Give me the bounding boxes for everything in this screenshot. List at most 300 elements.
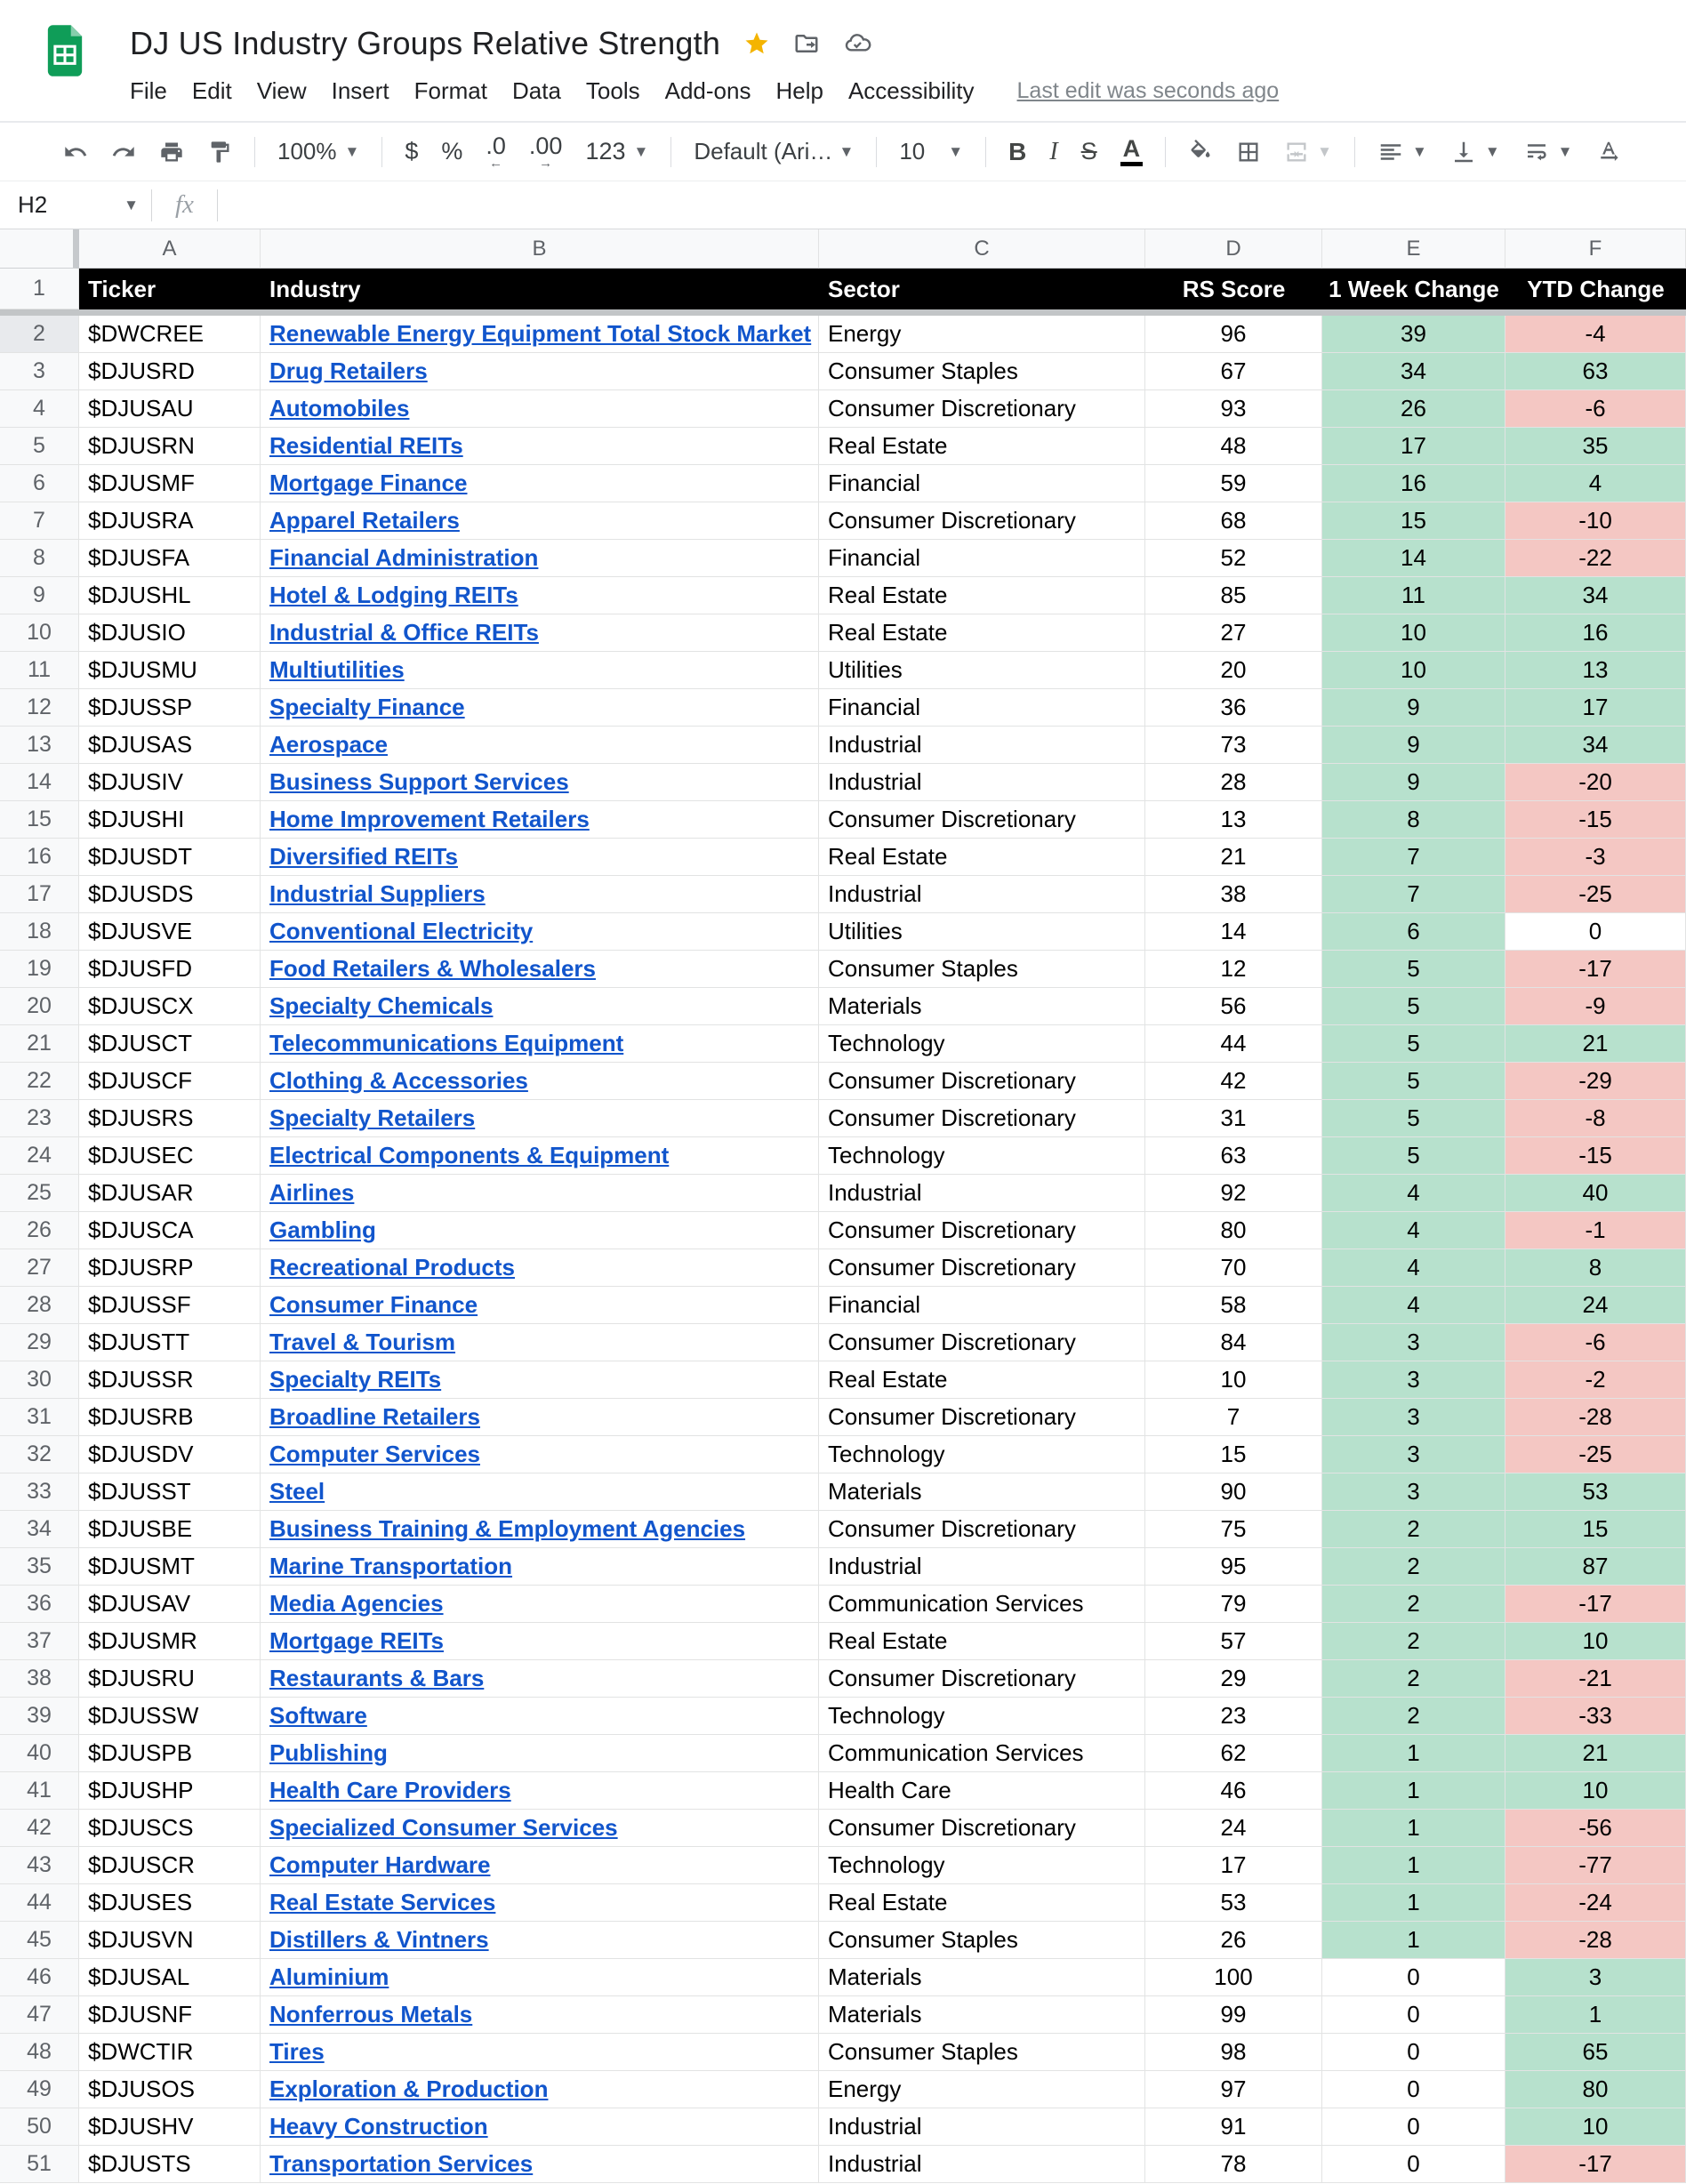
cell-ticker[interactable]: $DJUSHL xyxy=(79,577,261,614)
cell-sector[interactable]: Consumer Discretionary xyxy=(819,1249,1145,1287)
cell-rs-score[interactable]: 53 xyxy=(1145,1884,1322,1922)
cell-rs-score[interactable]: 75 xyxy=(1145,1511,1322,1548)
cell-industry[interactable] xyxy=(261,1884,819,1922)
cell-ticker[interactable]: $DJUSOS xyxy=(79,2071,261,2108)
cell-sector[interactable]: Utilities xyxy=(819,652,1145,689)
redo-button[interactable] xyxy=(100,131,148,173)
row-number[interactable]: 16 xyxy=(0,839,79,876)
cell-ytd-change[interactable]: -6 xyxy=(1505,390,1686,428)
cell-week-change[interactable]: 5 xyxy=(1322,1025,1505,1063)
cell-ticker[interactable]: $DJUSMT xyxy=(79,1548,261,1586)
industry-link[interactable]: Food Retailers & Wholesalers xyxy=(269,955,596,982)
cell-ytd-change[interactable]: 3 xyxy=(1505,1959,1686,1996)
cell-ytd-change[interactable]: 63 xyxy=(1505,353,1686,390)
formula-input[interactable] xyxy=(218,181,1686,229)
cell-industry[interactable] xyxy=(261,1660,819,1698)
industry-link[interactable]: Transportation Services xyxy=(269,2150,534,2177)
cell-week-change[interactable]: 1 xyxy=(1322,1735,1505,1772)
cell-rs-score[interactable]: 10 xyxy=(1145,1361,1322,1399)
cell-industry[interactable] xyxy=(261,1137,819,1175)
cloud-saved-icon[interactable] xyxy=(843,29,871,58)
row-number[interactable]: 29 xyxy=(0,1324,79,1361)
cell-week-change[interactable]: 2 xyxy=(1322,1660,1505,1698)
cell-ytd-change[interactable]: -29 xyxy=(1505,1063,1686,1100)
industry-link[interactable]: Exploration & Production xyxy=(269,2076,549,2102)
cell-ticker[interactable]: $DJUSCX xyxy=(79,988,261,1025)
row-number[interactable]: 4 xyxy=(0,390,79,428)
cell-sector[interactable]: Industrial xyxy=(819,1175,1145,1212)
cell-ytd-change[interactable]: -22 xyxy=(1505,540,1686,577)
cell-ytd-change[interactable]: -56 xyxy=(1505,1810,1686,1847)
cell-rs-score[interactable]: 90 xyxy=(1145,1473,1322,1511)
cell-industry[interactable] xyxy=(261,1698,819,1735)
row-number[interactable]: 27 xyxy=(0,1249,79,1287)
row-number[interactable]: 34 xyxy=(0,1511,79,1548)
cell-week-change[interactable]: 0 xyxy=(1322,1996,1505,2034)
row-number[interactable]: 13 xyxy=(0,727,79,764)
borders-button[interactable] xyxy=(1224,131,1273,173)
cell-rs-score[interactable]: 96 xyxy=(1145,316,1322,353)
industry-link[interactable]: Computer Services xyxy=(269,1441,480,1467)
industry-link[interactable]: Gambling xyxy=(269,1216,376,1243)
row-number[interactable]: 17 xyxy=(0,876,79,913)
cell-ytd-change[interactable]: -17 xyxy=(1505,1586,1686,1623)
merge-cells-button[interactable]: ▼ xyxy=(1273,131,1344,173)
industry-link[interactable]: Hotel & Lodging REITs xyxy=(269,582,518,608)
cell-rs-score[interactable]: 20 xyxy=(1145,652,1322,689)
cell-week-change[interactable]: 4 xyxy=(1322,1212,1505,1249)
cell-industry[interactable] xyxy=(261,1810,819,1847)
cell-ticker[interactable]: $DJUSRU xyxy=(79,1660,261,1698)
horizontal-align-button[interactable]: ▼ xyxy=(1366,131,1439,173)
cell-ytd-change[interactable]: -24 xyxy=(1505,1884,1686,1922)
header-ticker[interactable]: Ticker xyxy=(79,269,261,309)
cell-industry[interactable] xyxy=(261,1511,819,1548)
cell-ticker[interactable]: $DJUSDS xyxy=(79,876,261,913)
row-number[interactable]: 44 xyxy=(0,1884,79,1922)
cell-week-change[interactable]: 3 xyxy=(1322,1473,1505,1511)
row-number[interactable]: 50 xyxy=(0,2108,79,2146)
row-number[interactable]: 35 xyxy=(0,1548,79,1586)
decrease-decimals-button[interactable]: .0 ← xyxy=(486,132,506,171)
cell-week-change[interactable]: 3 xyxy=(1322,1399,1505,1436)
row-number[interactable]: 7 xyxy=(0,502,79,540)
cell-ticker[interactable]: $DJUSVN xyxy=(79,1922,261,1959)
cell-ytd-change[interactable]: -28 xyxy=(1505,1922,1686,1959)
cell-rs-score[interactable]: 79 xyxy=(1145,1586,1322,1623)
cell-week-change[interactable]: 2 xyxy=(1322,1623,1505,1660)
industry-link[interactable]: Specialty REITs xyxy=(269,1366,442,1393)
industry-link[interactable]: Aluminium xyxy=(269,1963,389,1990)
industry-link[interactable]: Diversified REITs xyxy=(269,843,458,870)
industry-link[interactable]: Tires xyxy=(269,2038,325,2065)
cell-rs-score[interactable]: 24 xyxy=(1145,1810,1322,1847)
cell-week-change[interactable]: 0 xyxy=(1322,2034,1505,2071)
menu-accessibility[interactable]: Accessibility xyxy=(847,76,975,104)
cell-week-change[interactable]: 5 xyxy=(1322,988,1505,1025)
cell-industry[interactable] xyxy=(261,614,819,652)
row-number[interactable]: 46 xyxy=(0,1959,79,1996)
text-wrap-button[interactable]: ▼ xyxy=(1512,131,1585,173)
menu-format[interactable]: Format xyxy=(413,76,487,104)
cell-ytd-change[interactable]: -2 xyxy=(1505,1361,1686,1399)
cell-industry[interactable] xyxy=(261,2108,819,2146)
industry-link[interactable]: Specialty Retailers xyxy=(269,1104,476,1131)
row-number[interactable]: 21 xyxy=(0,1025,79,1063)
cell-rs-score[interactable]: 46 xyxy=(1145,1772,1322,1810)
cell-ytd-change[interactable]: -77 xyxy=(1505,1847,1686,1884)
cell-industry[interactable] xyxy=(261,1399,819,1436)
cell-rs-score[interactable]: 70 xyxy=(1145,1249,1322,1287)
cell-week-change[interactable]: 11 xyxy=(1322,577,1505,614)
cell-ytd-change[interactable]: -8 xyxy=(1505,1100,1686,1137)
cell-ytd-change[interactable]: 17 xyxy=(1505,689,1686,727)
strikethrough-button[interactable]: S xyxy=(1080,138,1097,165)
cell-ytd-change[interactable]: 65 xyxy=(1505,2034,1686,2071)
header-industry[interactable]: Industry xyxy=(261,269,819,309)
industry-link[interactable]: Recreational Products xyxy=(269,1254,515,1281)
cell-ytd-change[interactable]: 16 xyxy=(1505,614,1686,652)
cell-week-change[interactable]: 1 xyxy=(1322,1922,1505,1959)
cell-ytd-change[interactable]: 10 xyxy=(1505,1623,1686,1660)
row-number[interactable]: 6 xyxy=(0,465,79,502)
italic-button[interactable]: I xyxy=(1049,137,1058,165)
row-number[interactable]: 9 xyxy=(0,577,79,614)
cell-industry[interactable] xyxy=(261,1586,819,1623)
industry-link[interactable]: Drug Retailers xyxy=(269,357,428,384)
industry-link[interactable]: Industrial & Office REITs xyxy=(269,619,539,646)
cell-industry[interactable] xyxy=(261,1212,819,1249)
cell-sector[interactable]: Industrial xyxy=(819,727,1145,764)
cell-sector[interactable]: Consumer Discretionary xyxy=(819,1511,1145,1548)
column-header-d[interactable]: D xyxy=(1145,229,1322,269)
cell-ytd-change[interactable]: 0 xyxy=(1505,913,1686,951)
cell-sector[interactable]: Technology xyxy=(819,1137,1145,1175)
cell-industry[interactable] xyxy=(261,2034,819,2071)
cell-sector[interactable]: Utilities xyxy=(819,913,1145,951)
cell-ytd-change[interactable]: 10 xyxy=(1505,2108,1686,2146)
industry-link[interactable]: Travel & Tourism xyxy=(269,1329,456,1355)
cell-sector[interactable]: Industrial xyxy=(819,1548,1145,1586)
document-title[interactable]: DJ US Industry Groups Relative Strength xyxy=(130,25,721,61)
industry-link[interactable]: Restaurants & Bars xyxy=(269,1665,485,1691)
paint-format-button[interactable] xyxy=(196,131,244,173)
cell-industry[interactable] xyxy=(261,951,819,988)
cell-ytd-change[interactable]: -33 xyxy=(1505,1698,1686,1735)
cell-sector[interactable]: Industrial xyxy=(819,876,1145,913)
cell-week-change[interactable]: 1 xyxy=(1322,1772,1505,1810)
header-sector[interactable]: Sector xyxy=(819,269,1145,309)
cell-sector[interactable]: Consumer Discretionary xyxy=(819,1212,1145,1249)
cell-sector[interactable]: Consumer Discretionary xyxy=(819,502,1145,540)
cell-rs-score[interactable]: 80 xyxy=(1145,1212,1322,1249)
cell-week-change[interactable]: 10 xyxy=(1322,652,1505,689)
cell-industry[interactable] xyxy=(261,1249,819,1287)
cell-rs-score[interactable]: 26 xyxy=(1145,1922,1322,1959)
cell-industry[interactable] xyxy=(261,540,819,577)
cell-industry[interactable] xyxy=(261,727,819,764)
industry-link[interactable]: Business Training & Employment Agencies xyxy=(269,1515,746,1542)
row-number[interactable]: 37 xyxy=(0,1623,79,1660)
industry-link[interactable]: Software xyxy=(269,1702,367,1729)
industry-link[interactable]: Distillers & Vintners xyxy=(269,1926,489,1953)
column-header-e[interactable]: E xyxy=(1322,229,1505,269)
cell-ytd-change[interactable]: 34 xyxy=(1505,727,1686,764)
cell-ytd-change[interactable]: 34 xyxy=(1505,577,1686,614)
row-number[interactable]: 10 xyxy=(0,614,79,652)
row-number[interactable]: 43 xyxy=(0,1847,79,1884)
cell-week-change[interactable]: 8 xyxy=(1322,801,1505,839)
cell-rs-score[interactable]: 48 xyxy=(1145,428,1322,465)
cell-rs-score[interactable]: 27 xyxy=(1145,614,1322,652)
cell-ticker[interactable]: $DJUSAU xyxy=(79,390,261,428)
cell-sector[interactable]: Materials xyxy=(819,988,1145,1025)
cell-week-change[interactable]: 16 xyxy=(1322,465,1505,502)
last-edit-link[interactable]: Last edit was seconds ago xyxy=(1016,77,1280,103)
cell-rs-score[interactable]: 78 xyxy=(1145,2146,1322,2183)
industry-link[interactable]: Automobiles xyxy=(269,395,410,422)
industry-link[interactable]: Computer Hardware xyxy=(269,1851,491,1878)
cell-rs-score[interactable]: 38 xyxy=(1145,876,1322,913)
cell-sector[interactable]: Consumer Discretionary xyxy=(819,801,1145,839)
cell-week-change[interactable]: 39 xyxy=(1322,316,1505,353)
cell-industry[interactable] xyxy=(261,1361,819,1399)
cell-rs-score[interactable]: 73 xyxy=(1145,727,1322,764)
cell-ytd-change[interactable]: -1 xyxy=(1505,1212,1686,1249)
cell-ticker[interactable]: $DWCREE xyxy=(79,316,261,353)
cell-week-change[interactable]: 26 xyxy=(1322,390,1505,428)
row-number[interactable]: 45 xyxy=(0,1922,79,1959)
cell-rs-score[interactable]: 100 xyxy=(1145,1959,1322,1996)
cell-rs-score[interactable]: 63 xyxy=(1145,1137,1322,1175)
cell-industry[interactable] xyxy=(261,1025,819,1063)
industry-link[interactable]: Heavy Construction xyxy=(269,2113,488,2140)
industry-link[interactable]: Mortgage REITs xyxy=(269,1627,444,1654)
cell-week-change[interactable]: 2 xyxy=(1322,1698,1505,1735)
industry-link[interactable]: Airlines xyxy=(269,1179,355,1206)
cell-ticker[interactable]: $DJUSSW xyxy=(79,1698,261,1735)
cell-week-change[interactable]: 5 xyxy=(1322,1063,1505,1100)
cell-ytd-change[interactable]: -17 xyxy=(1505,2146,1686,2183)
cell-ytd-change[interactable]: 40 xyxy=(1505,1175,1686,1212)
cell-ytd-change[interactable]: -15 xyxy=(1505,801,1686,839)
cell-sector[interactable]: Materials xyxy=(819,1959,1145,1996)
cell-week-change[interactable]: 3 xyxy=(1322,1436,1505,1473)
cell-sector[interactable]: Financial xyxy=(819,1287,1145,1324)
industry-link[interactable]: Mortgage Finance xyxy=(269,470,468,496)
star-icon[interactable] xyxy=(743,30,770,57)
cell-week-change[interactable]: 15 xyxy=(1322,502,1505,540)
cell-week-change[interactable]: 7 xyxy=(1322,876,1505,913)
cell-rs-score[interactable]: 13 xyxy=(1145,801,1322,839)
cell-sector[interactable]: Consumer Staples xyxy=(819,353,1145,390)
column-header-c[interactable]: C xyxy=(819,229,1145,269)
header-ytd-change[interactable]: YTD Change xyxy=(1505,269,1686,309)
cell-sector[interactable]: Real Estate xyxy=(819,614,1145,652)
row-number[interactable]: 38 xyxy=(0,1660,79,1698)
cell-ytd-change[interactable]: -25 xyxy=(1505,876,1686,913)
cell-rs-score[interactable]: 98 xyxy=(1145,2034,1322,2071)
menu-data[interactable]: Data xyxy=(511,76,561,104)
cell-week-change[interactable]: 6 xyxy=(1322,913,1505,951)
row-number[interactable]: 11 xyxy=(0,652,79,689)
row-number[interactable]: 22 xyxy=(0,1063,79,1100)
cell-ticker[interactable]: $DJUSNF xyxy=(79,1996,261,2034)
cell-ytd-change[interactable]: 8 xyxy=(1505,1249,1686,1287)
row-number[interactable]: 14 xyxy=(0,764,79,801)
cell-ticker[interactable]: $DJUSDT xyxy=(79,839,261,876)
row-number[interactable]: 25 xyxy=(0,1175,79,1212)
cell-ytd-change[interactable]: 4 xyxy=(1505,465,1686,502)
industry-link[interactable]: Specialized Consumer Services xyxy=(269,1814,618,1841)
cell-week-change[interactable]: 17 xyxy=(1322,428,1505,465)
cell-rs-score[interactable]: 85 xyxy=(1145,577,1322,614)
industry-link[interactable]: Renewable Energy Equipment Total Stock Market xyxy=(269,320,812,347)
cell-industry[interactable] xyxy=(261,1772,819,1810)
cell-rs-score[interactable]: 23 xyxy=(1145,1698,1322,1735)
industry-link[interactable]: Apparel Retailers xyxy=(269,507,460,534)
increase-decimals-button[interactable]: .00 → xyxy=(528,132,563,171)
industry-link[interactable]: Electrical Components & Equipment xyxy=(269,1142,670,1168)
cell-rs-score[interactable]: 92 xyxy=(1145,1175,1322,1212)
menu-edit[interactable]: Edit xyxy=(191,76,232,104)
row-number[interactable]: 24 xyxy=(0,1137,79,1175)
fill-color-button[interactable] xyxy=(1176,131,1224,173)
row-number[interactable]: 20 xyxy=(0,988,79,1025)
industry-link[interactable]: Broadline Retailers xyxy=(269,1403,480,1430)
cell-rs-score[interactable]: 14 xyxy=(1145,913,1322,951)
industry-link[interactable]: Business Support Services xyxy=(269,768,569,795)
cell-ticker[interactable]: $DJUSRD xyxy=(79,353,261,390)
cell-industry[interactable] xyxy=(261,465,819,502)
cell-industry[interactable] xyxy=(261,502,819,540)
cell-ticker[interactable]: $DJUSCR xyxy=(79,1847,261,1884)
cell-week-change[interactable]: 14 xyxy=(1322,540,1505,577)
cell-week-change[interactable]: 3 xyxy=(1322,1324,1505,1361)
cell-week-change[interactable]: 9 xyxy=(1322,764,1505,801)
undo-button[interactable] xyxy=(52,131,100,173)
cell-sector[interactable]: Consumer Staples xyxy=(819,951,1145,988)
row-number[interactable]: 42 xyxy=(0,1810,79,1847)
cell-sector[interactable]: Materials xyxy=(819,1473,1145,1511)
font-size-select[interactable]: 10 ▼ xyxy=(899,138,964,165)
row-number[interactable]: 2 xyxy=(0,316,79,353)
cell-week-change[interactable]: 5 xyxy=(1322,1100,1505,1137)
cell-industry[interactable] xyxy=(261,1324,819,1361)
cell-ticker[interactable]: $DJUSFD xyxy=(79,951,261,988)
cell-rs-score[interactable]: 29 xyxy=(1145,1660,1322,1698)
cell-ytd-change[interactable]: 87 xyxy=(1505,1548,1686,1586)
cell-ticker[interactable]: $DJUSRN xyxy=(79,428,261,465)
cell-ticker[interactable]: $DJUSVE xyxy=(79,913,261,951)
cell-ytd-change[interactable]: -15 xyxy=(1505,1137,1686,1175)
row-number[interactable]: 30 xyxy=(0,1361,79,1399)
cell-week-change[interactable]: 1 xyxy=(1322,1810,1505,1847)
zoom-select[interactable]: 100% ▼ xyxy=(277,138,360,165)
cell-industry[interactable] xyxy=(261,2146,819,2183)
cell-sector[interactable]: Industrial xyxy=(819,2108,1145,2146)
row-number[interactable]: 8 xyxy=(0,540,79,577)
text-color-button[interactable]: A xyxy=(1109,131,1155,173)
cell-ytd-change[interactable]: -4 xyxy=(1505,316,1686,353)
cell-rs-score[interactable]: 7 xyxy=(1145,1399,1322,1436)
row-number[interactable]: 5 xyxy=(0,428,79,465)
cell-ticker[interactable]: $DJUSCT xyxy=(79,1025,261,1063)
cell-rs-score[interactable]: 17 xyxy=(1145,1847,1322,1884)
cell-industry[interactable] xyxy=(261,353,819,390)
cell-rs-score[interactable]: 95 xyxy=(1145,1548,1322,1586)
cell-ytd-change[interactable]: 53 xyxy=(1505,1473,1686,1511)
cell-rs-score[interactable]: 59 xyxy=(1145,465,1322,502)
cell-rs-score[interactable]: 68 xyxy=(1145,502,1322,540)
cell-ticker[interactable]: $DJUSHV xyxy=(79,2108,261,2146)
cell-industry[interactable] xyxy=(261,764,819,801)
cell-industry[interactable] xyxy=(261,577,819,614)
cell-week-change[interactable]: 0 xyxy=(1322,2146,1505,2183)
cell-sector[interactable]: Consumer Discretionary xyxy=(819,1063,1145,1100)
cell-sector[interactable]: Consumer Discretionary xyxy=(819,1324,1145,1361)
cell-week-change[interactable]: 0 xyxy=(1322,2108,1505,2146)
cell-sector[interactable]: Consumer Discretionary xyxy=(819,1100,1145,1137)
cell-ytd-change[interactable]: 13 xyxy=(1505,652,1686,689)
cell-sector[interactable]: Real Estate xyxy=(819,428,1145,465)
cell-ticker[interactable]: $DJUSCS xyxy=(79,1810,261,1847)
cell-ytd-change[interactable]: -6 xyxy=(1505,1324,1686,1361)
cell-week-change[interactable]: 9 xyxy=(1322,689,1505,727)
industry-link[interactable]: Health Care Providers xyxy=(269,1777,511,1803)
row-number[interactable]: 26 xyxy=(0,1212,79,1249)
menu-file[interactable]: File xyxy=(130,76,167,104)
cell-rs-score[interactable]: 52 xyxy=(1145,540,1322,577)
cell-sector[interactable]: Communication Services xyxy=(819,1735,1145,1772)
cell-ticker[interactable]: $DJUSAS xyxy=(79,727,261,764)
row-number[interactable]: 12 xyxy=(0,689,79,727)
cell-ytd-change[interactable]: 10 xyxy=(1505,1772,1686,1810)
row-number[interactable]: 19 xyxy=(0,951,79,988)
cell-ytd-change[interactable]: 21 xyxy=(1505,1025,1686,1063)
industry-link[interactable]: Marine Transportation xyxy=(269,1553,513,1579)
cell-sector[interactable]: Real Estate xyxy=(819,1361,1145,1399)
cell-ytd-change[interactable]: 35 xyxy=(1505,428,1686,465)
cell-ticker[interactable]: $DJUSSP xyxy=(79,689,261,727)
cell-ticker[interactable]: $DJUSEC xyxy=(79,1137,261,1175)
cell-sector[interactable]: Industrial xyxy=(819,764,1145,801)
cell-ticker[interactable]: $DJUSBE xyxy=(79,1511,261,1548)
cell-industry[interactable] xyxy=(261,1959,819,1996)
industry-link[interactable]: Real Estate Services xyxy=(269,1889,496,1915)
cell-ticker[interactable]: $DJUSST xyxy=(79,1473,261,1511)
cell-week-change[interactable]: 34 xyxy=(1322,353,1505,390)
cell-rs-score[interactable]: 28 xyxy=(1145,764,1322,801)
cell-week-change[interactable]: 1 xyxy=(1322,1847,1505,1884)
industry-link[interactable]: Financial Administration xyxy=(269,544,539,571)
cell-ticker[interactable]: $DJUSPB xyxy=(79,1735,261,1772)
cell-industry[interactable] xyxy=(261,1436,819,1473)
cell-sector[interactable]: Consumer Discretionary xyxy=(819,1660,1145,1698)
cell-week-change[interactable]: 5 xyxy=(1322,1137,1505,1175)
industry-link[interactable]: Steel xyxy=(269,1478,325,1505)
cell-industry[interactable] xyxy=(261,689,819,727)
industry-link[interactable]: Media Agencies xyxy=(269,1590,444,1617)
cell-ticker[interactable]: $DJUSMU xyxy=(79,652,261,689)
bold-button[interactable]: B xyxy=(1008,137,1027,165)
row-number[interactable]: 41 xyxy=(0,1772,79,1810)
cell-sector[interactable]: Real Estate xyxy=(819,839,1145,876)
select-all-corner[interactable] xyxy=(0,229,79,269)
cell-ytd-change[interactable]: -3 xyxy=(1505,839,1686,876)
cell-industry[interactable] xyxy=(261,1548,819,1586)
cell-rs-score[interactable]: 91 xyxy=(1145,2108,1322,2146)
